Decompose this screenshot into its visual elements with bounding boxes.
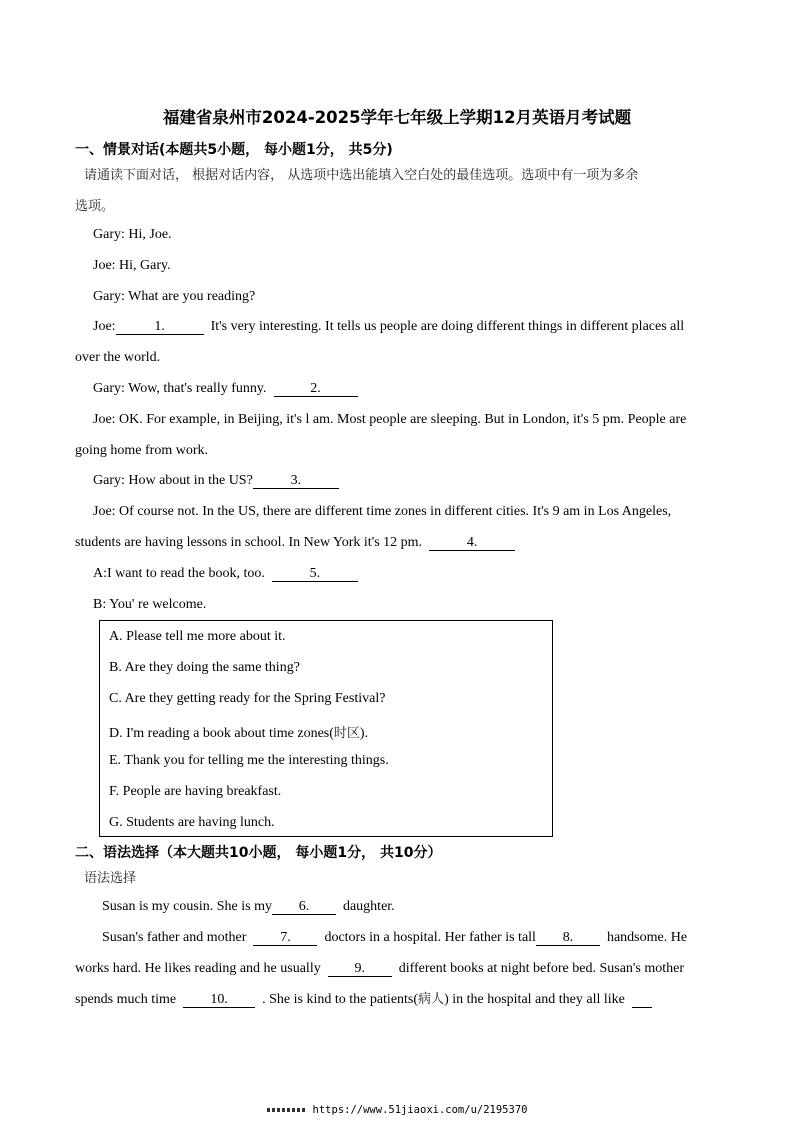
dialogue-line: Gary: Hi, Joe. [93, 227, 172, 242]
passage-text: daughter. [342, 899, 395, 914]
passage-line [102, 929, 687, 947]
dialogue-line-cont: going home from work. [75, 443, 208, 458]
passage-text: Susan is my cousin. She is my [102, 899, 272, 914]
section1-instruction: 请通读下面对话， 根据对话内容， 从选项中选出能填入空白处的最佳选项。选项中有一项为多余 [84, 168, 639, 183]
dialogue-line [93, 565, 358, 583]
dialogue-line [93, 318, 684, 336]
option-a: A. Please tell me more about it. [109, 629, 286, 644]
section2-heading: 二、语法选择（本大题共10小题， 每小题1分， 共10分） [75, 845, 442, 861]
dialogue-text: Gary: How about in the US? [93, 473, 253, 488]
blank-5[interactable]: 5. [272, 566, 358, 582]
section1-heading: 一、情景对话(本题共5小题， 每小题1分， 共5分) [75, 142, 393, 158]
dialogue-line-cont [75, 534, 515, 552]
passage-line [102, 898, 395, 916]
blank-9[interactable]: 9. [328, 961, 392, 977]
dialogue-line: Gary: What are you reading? [93, 289, 256, 304]
option-g: G. Students are having lunch. [109, 815, 275, 830]
passage-text: works hard. He likes reading and he usually [75, 961, 321, 976]
blank-3[interactable]: 3. [253, 473, 339, 489]
dialogue-text: A:I want to read the book, too. [93, 566, 265, 581]
dialogue-line: Joe: Of course not. In the US, there are different time zones in different cities. It's 9 am in Los Angeles, [93, 504, 672, 519]
dialogue-line [93, 472, 339, 490]
dialogue-line: B: You' re welcome. [93, 597, 207, 612]
dialogue-line [93, 380, 358, 398]
option-d-close: ). [359, 726, 369, 741]
passage-text: . She is kind to the patients( [262, 992, 419, 1007]
section2-subheading: 语法选择 [84, 871, 137, 886]
passage-text: ) in the hospital and they all like [444, 992, 625, 1007]
blank-1[interactable]: 1. [116, 319, 204, 335]
dialogue-text: It's very interesting. It tells us people are doing different things in different places all [210, 319, 685, 334]
dialogue-line-cont: over the world. [75, 350, 161, 365]
blank-11[interactable] [632, 992, 652, 1008]
blank-6[interactable]: 6. [272, 899, 336, 915]
blank-10[interactable]: 10. [183, 992, 255, 1008]
footer [0, 1104, 794, 1116]
blank-7[interactable]: 7. [253, 930, 317, 946]
speaker-text: Joe: [93, 319, 116, 334]
option-c: C. Are they getting ready for the Spring Festival? [109, 691, 386, 706]
passage-text: different books at night before bed. Susan's mother [398, 961, 685, 976]
blank-4[interactable]: 4. [429, 535, 515, 551]
passage-chinese: 病人 [418, 992, 445, 1007]
watermark-dots [267, 1108, 307, 1112]
passage-text: spends much time [75, 992, 177, 1007]
dialogue-line: Joe: OK. For example, in Beijing, it's l am. Most people are sleeping. But in London, it's 5 pm. People are [93, 412, 687, 427]
option-d-text: D. I'm reading a book about time zones( [109, 726, 334, 741]
blank-8[interactable]: 8. [536, 930, 600, 946]
passage-text: handsome. He [606, 930, 688, 945]
options-box [99, 620, 553, 837]
dialogue-text: Gary: Wow, that's really funny. [93, 381, 267, 396]
passage-text: doctors in a hospital. Her father is tall [324, 930, 536, 945]
passage-line [75, 991, 652, 1009]
page-title: 福建省泉州市2024-2025学年七年级上学期12月英语月考试题 [162, 108, 632, 127]
passage-text: Susan's father and mother [102, 930, 247, 945]
option-d [109, 722, 368, 742]
option-f: F. People are having breakfast. [109, 784, 282, 799]
option-b: B. Are they doing the same thing? [109, 660, 300, 675]
blank-2[interactable]: 2. [274, 381, 358, 397]
option-d-chinese: 时区 [333, 726, 360, 741]
option-e: E. Thank you for telling me the interesting things. [109, 753, 389, 768]
dialogue-line: Joe: Hi, Gary. [93, 258, 171, 273]
dialogue-text: students are having lessons in school. In New York it's 12 pm. [75, 535, 423, 550]
passage-line [75, 960, 684, 978]
footer-url[interactable]: https://www.51jiaoxi.com/u/2195370 [312, 1104, 528, 1116]
section1-instruction-cont: 选项。 [75, 199, 115, 214]
